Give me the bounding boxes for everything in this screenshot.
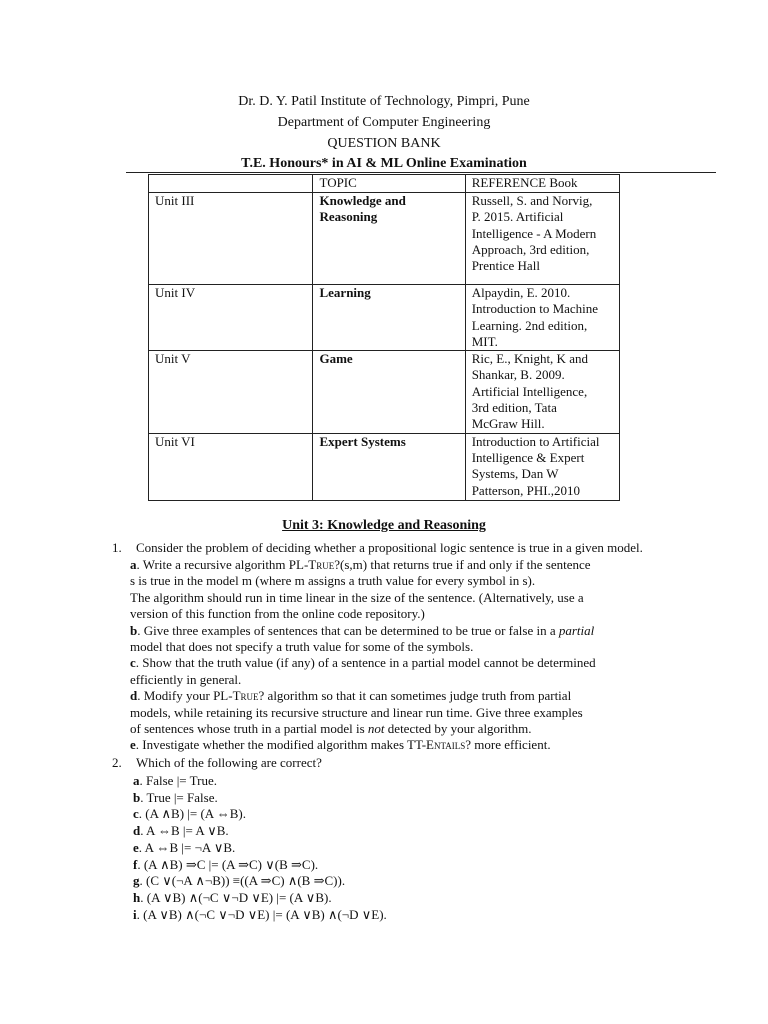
unit-cell: Unit III [149, 193, 313, 285]
question-2-option: i. (A ∨B) ∧(¬C ∨¬D ∨E) |= (A ∨B) ∧(¬D ∨E). [133, 906, 387, 922]
unit-cell: Unit IV [149, 285, 313, 351]
part-label: c [130, 655, 136, 671]
question-1-line: s is true in the model m (where m assigns a truth value for every symbol in s). [130, 573, 536, 589]
department-name: Department of Computer Engineering [277, 115, 491, 130]
question-1-line: The algorithm should run in time linear in the size of the sentence. (Alternatively, use a [130, 589, 584, 605]
part-label: i [133, 906, 137, 922]
part-label: e [133, 839, 139, 855]
question-1-line: e. Investigate whether the modified algorithm makes TT-Entails? more efficient. [130, 737, 551, 753]
question-2 [112, 755, 322, 771]
topic-cell: Learning [313, 285, 465, 351]
part-label: b [130, 622, 138, 638]
institute-name: Dr. D. Y. Patil Institute of Technology, Pimpri, Pune [238, 94, 530, 109]
part-label: f [133, 856, 138, 872]
emphasis: partial [558, 622, 595, 638]
question-2-option: c. (A ∧B) |= (A ⇔B). [133, 806, 246, 822]
question-2-option: a. False |= True. [133, 773, 217, 788]
header-cell-reference: REFERENCE Book [465, 175, 619, 193]
topic-cell: Game [313, 351, 465, 433]
question-text: Consider the problem of deciding whether a propositional logic sentence is true in a given model. [136, 540, 643, 555]
part-label: a [130, 557, 137, 572]
question-2-option: g. (C ∨(¬A ∧¬B)) ≡((A ⇒C) ∧(B ⇒C)). [133, 873, 346, 889]
part-label: h [133, 889, 141, 905]
question-number: 2. [112, 755, 122, 770]
question-2-option: b. True |= False. [133, 789, 218, 805]
part-label: d [130, 688, 138, 704]
reference-cell: Alpaydin, E. 2010. Introduction to Machine Learning. 2nd edition, MIT. [465, 285, 619, 351]
reference-cell: Russell, S. and Norvig, P. 2015. Artificial Intelligence - A Modern Approach, 3rd edition, Prentice Hall [465, 193, 619, 285]
table-row [149, 351, 620, 433]
reference-cell: Ric, E., Knight, K and Shankar, B. 2009. Artificial Intelligence, 3rd edition, Tata McGraw Hill. [465, 351, 619, 433]
question-1-line: c. Show that the truth value (if any) of a sentence in a partial model cannot be determined [130, 655, 596, 671]
table-row [149, 285, 620, 351]
question-1-line: of sentences whose truth in a partial model is not detected by your algorithm. [130, 721, 532, 736]
question-number: 1. [112, 540, 122, 555]
question-2-option: d. A ⇔B |= A ∨B. [133, 823, 229, 839]
topic-cell: Expert Systems [313, 433, 465, 500]
unit-cell: Unit VI [149, 433, 313, 500]
part-label: b [133, 789, 141, 805]
table-row [149, 433, 620, 500]
small-caps-term: Entails [426, 737, 466, 753]
part-label: g [133, 873, 140, 889]
topic-cell: Knowledge and Reasoning [313, 193, 465, 285]
question-1-line: a. Write a recursive algorithm PL-True?(s,m) that returns true if and only if the sentence [130, 557, 591, 572]
part-label: d [133, 823, 141, 839]
question-2-option: e. A ⇔B |= ¬A ∨B. [133, 839, 236, 855]
question-1-line: models, while retaining its recursive structure and linear run time. Give three examples [130, 704, 583, 720]
header-cell-topic: TOPIC [313, 175, 465, 193]
emphasis: not [367, 721, 385, 736]
table-header-row [149, 175, 620, 193]
header-cell-unit [149, 175, 313, 193]
part-label: a [133, 773, 140, 788]
question-2-option: h. (A ∨B) ∧(¬C ∨¬D ∨E) |= (A ∨B). [133, 889, 332, 905]
unit-cell: Unit V [149, 351, 313, 433]
exam-title: T.E. Honours* in AI & ML Online Examination [241, 156, 527, 171]
question-1-line: version of this function from the online code repository.) [130, 606, 425, 622]
question-1-line: efficiently in general. [130, 671, 242, 687]
unit-title: Unit 3: Knowledge and Reasoning [282, 518, 486, 533]
reference-cell: Introduction to Artificial Intelligence & Expert Systems, Dan W Patterson, PHI.,2010 [465, 433, 619, 500]
table-row [149, 193, 620, 285]
question-2-option: f. (A ∧B) ⇒C |= (A ⇒C) ∨(B ⇒C). [133, 856, 319, 872]
part-label: e [130, 737, 136, 753]
question-1-line: b. Give three examples of sentences that can be determined to be true or false in a partial [130, 622, 595, 638]
small-caps-term: True [232, 688, 259, 704]
header-rule [126, 172, 716, 173]
question-1-line: d. Modify your PL-True? algorithm so that it can sometimes judge truth from partial [130, 688, 572, 704]
small-caps-term: True [308, 557, 335, 572]
question-1-line: model that does not specify a truth value for some of the symbols. [130, 639, 474, 654]
syllabus-table [148, 174, 620, 501]
part-label: c [133, 806, 139, 822]
question-1 [112, 540, 643, 556]
document-type: QUESTION BANK [327, 136, 441, 151]
question-text: Which of the following are correct? [136, 755, 322, 770]
